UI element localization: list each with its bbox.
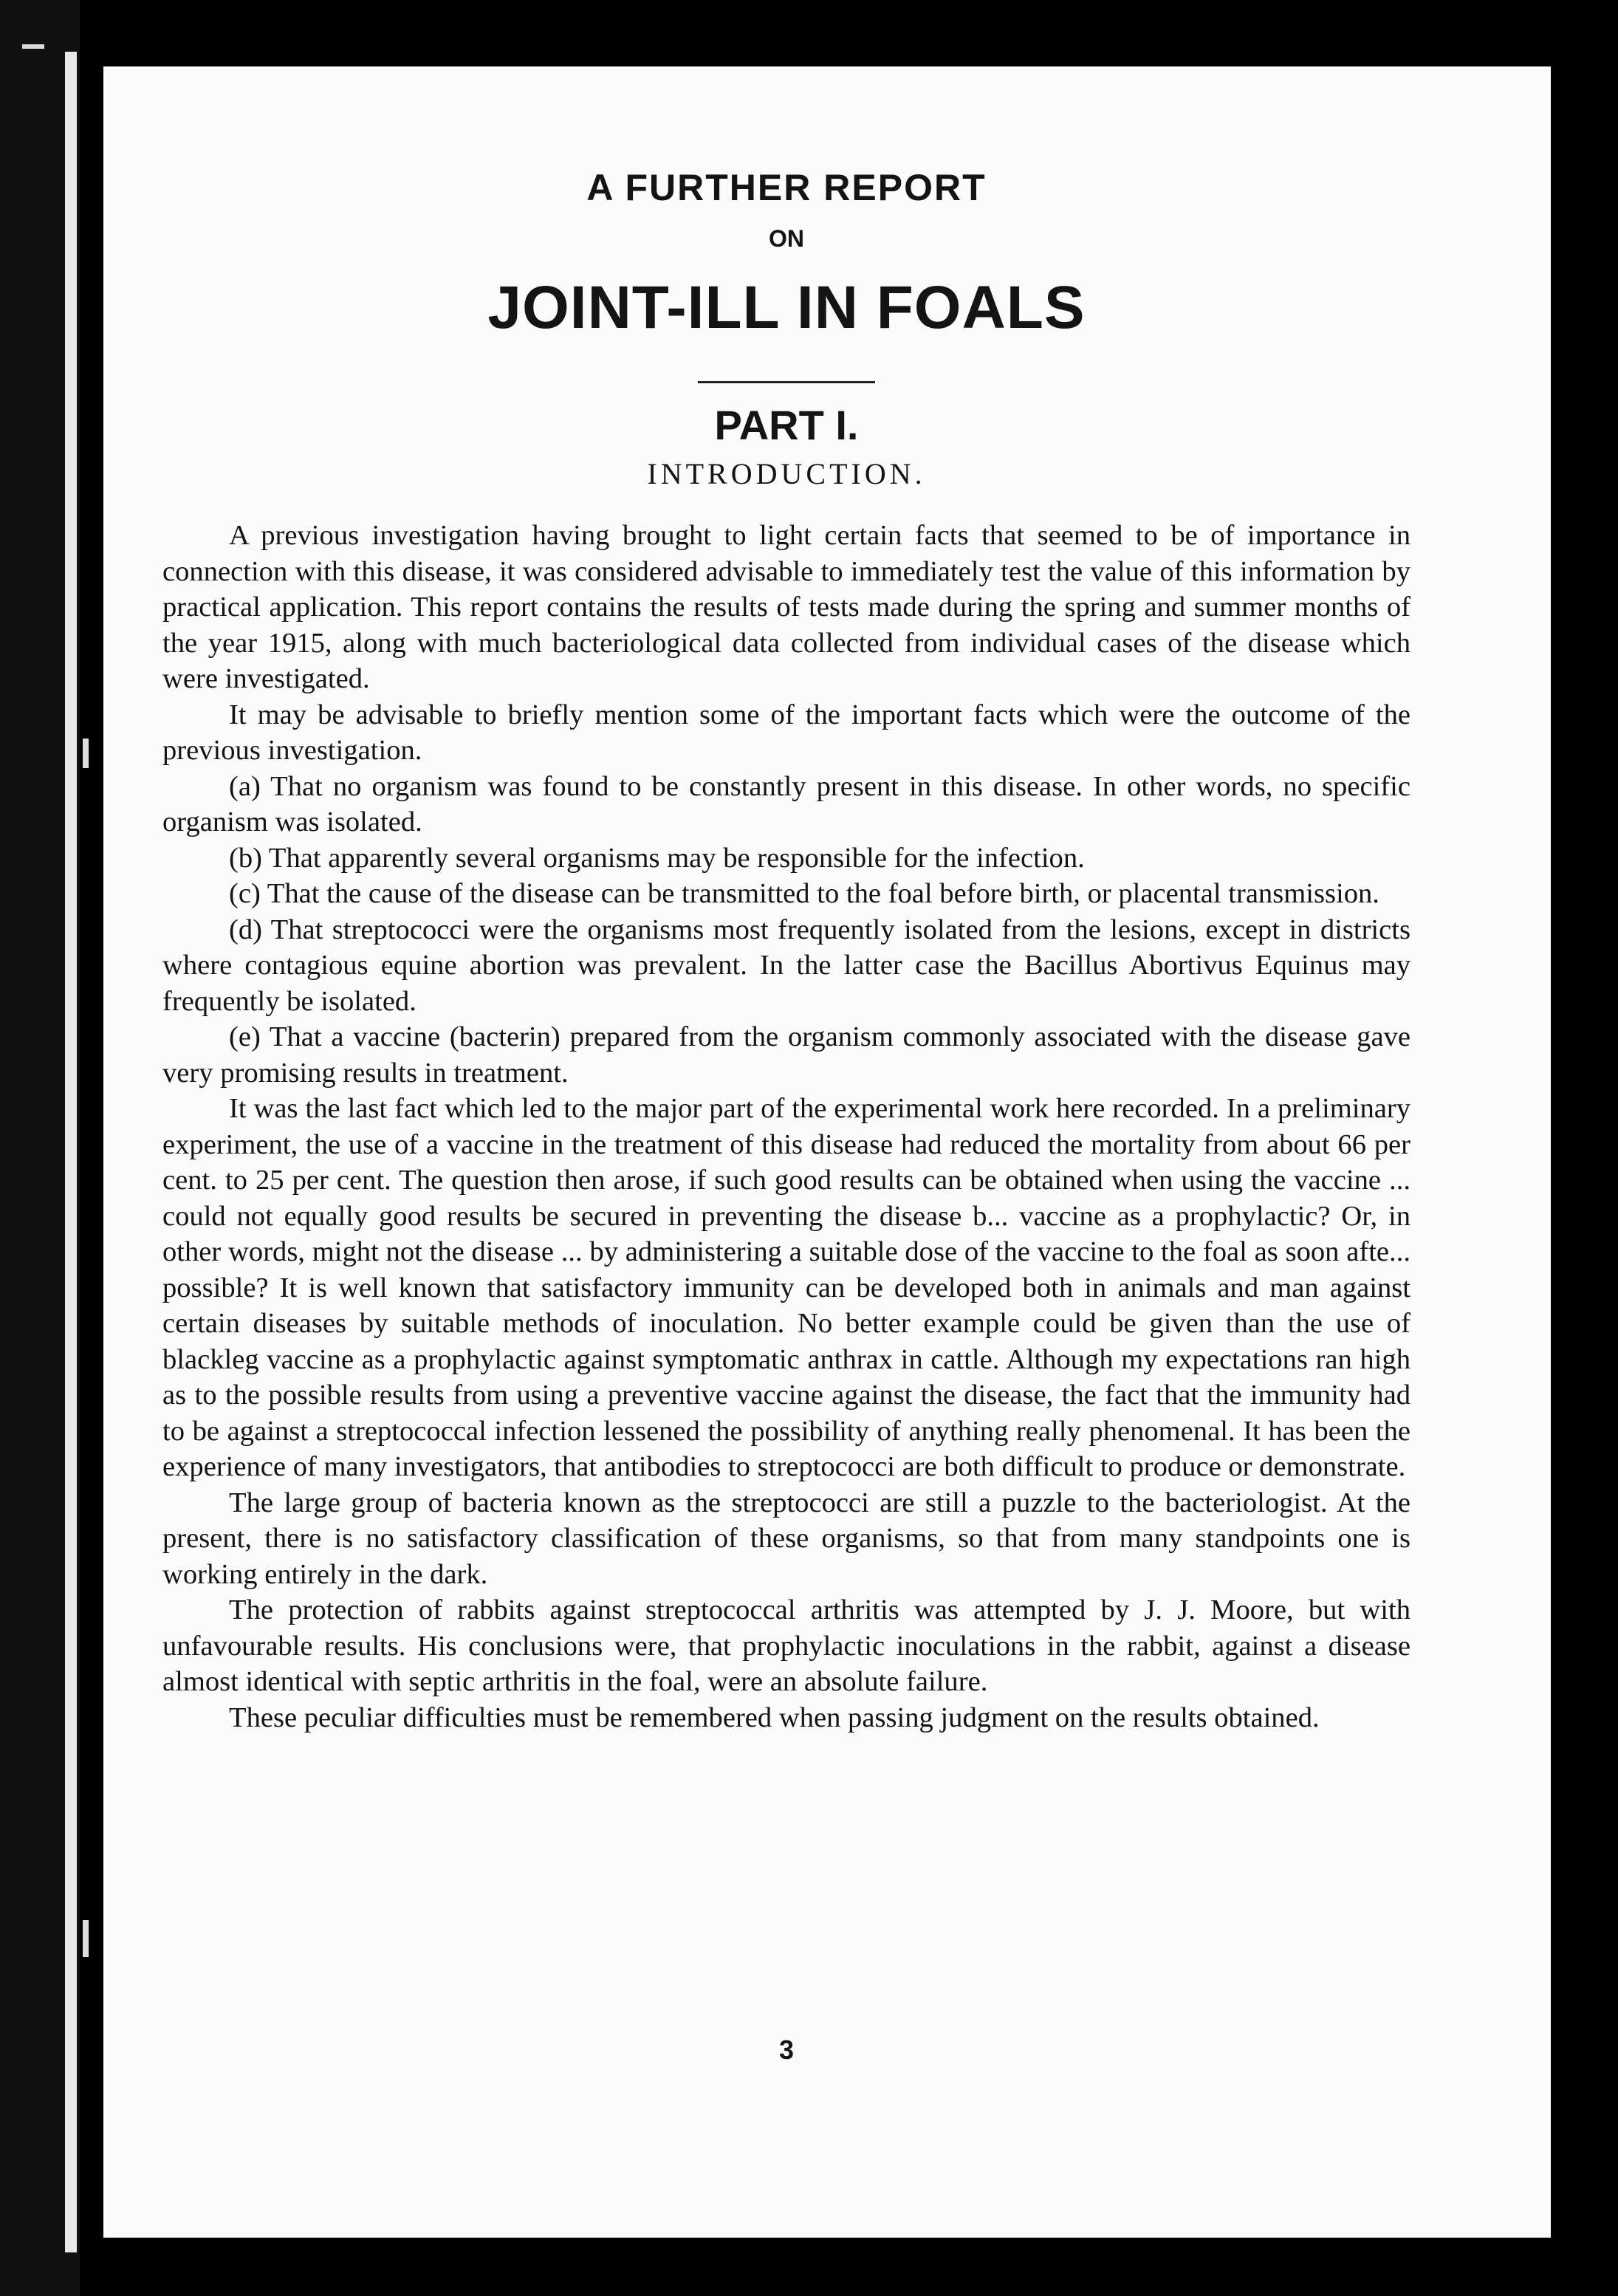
paragraph: The large group of bacteria known as the streptococci are still a puzzle to the bacteriologist. At the present, there is no satisfactory classification of these organisms, so that from many standpoints one is working entirely in the dark. — [162, 1487, 1410, 1590]
scan-artifact — [22, 44, 44, 49]
paragraph: (e) That a vaccine (bacterin) prepared from the organism commonly associated with the disease gave very promising results in treatment. — [162, 1021, 1410, 1089]
page-number: 3 — [778, 2035, 795, 2065]
paragraph: (c) That the cause of the disease can be transmitted to the foal before birth, or placental transmission. — [229, 878, 1379, 909]
paragraph: The protection of rabbits against streptococcal arthritis was attempted by J. J. Moore, but with unfavourable results. His conclusions were, that prophylactic inoculations in the rabbit, against a disease almost identical with septic arthritis in the foal, were an absolute failure. — [162, 1594, 1410, 1697]
title-line-1: A FURTHER REPORT — [586, 167, 987, 208]
paragraph: It was the last fact which led to the major part of the experimental work here recorded. In a preliminary experiment, the use of a vaccine in the treatment of this disease had reduced the mortality from about 66 per cent. to 25 per cent. The question then arose, if such good results can be obtained when using the vaccine ... could not equally good results be secured in preventing the disease b... vaccine as a prophylactic? Or, in other words, might not the disease ... by administering a suitable dose of the vaccine to the foal as soon afte... possible? It is well known that satisfactory immunity can be developed both in animals and man against certain diseases by suitable methods of inoculation. No better example could be given than the use of blackleg vaccine as a prophylactic against symptomatic anthrax in cattle. Although my expectations ran high as to the possible results from using a preventive vaccine against the disease, the fact that the immunity had to be against a streptococcal infection lessened the possibility of anything really phenomenal. It has been the experience of many investigators, that antibodies to streptococci are both difficult to produce or demonstrate. — [162, 1093, 1410, 1482]
scan-right-margin — [1564, 0, 1618, 2296]
binding-edge — [65, 52, 77, 2252]
paragraph: These peculiar difficulties must be remembered when passing judgment on the results obtained. — [229, 1702, 1320, 1733]
title-line-2: ON — [769, 225, 804, 252]
paragraph: (b) That apparently several organisms may be responsible for the infection. — [229, 842, 1085, 874]
paragraph: (a) That no organism was found to be constantly present in this disease. In other words, no specific organism was isolated. — [162, 770, 1410, 837]
part-heading: PART I. — [714, 402, 859, 448]
page-content — [162, 166, 1410, 2065]
paragraph: (d) That streptococci were the organisms most frequently isolated from the lesions, except in districts where contagious equine abortion was prevalent. In the latter case the Bacillus Abortivus Equinus may frequently be isolated. — [162, 914, 1410, 1017]
main-title: JOINT-ILL IN FOALS — [487, 274, 1086, 341]
paragraph: A previous investigation having brought to light certain facts that seemed to be of importance in connection with this disease, it was considered advisable to immediately test the value of this information by practical application. This report contains the results of tests made during the spring and summer months of the year 1915, along with much bacteriological data collected from individual cases of the disease which were investigated. — [162, 520, 1410, 694]
paragraph: It may be advisable to briefly mention some of the important facts which were the outcome of the previous investigation. — [162, 699, 1410, 766]
scan-artifact — [83, 1920, 89, 1957]
section-heading: INTRODUCTION. — [647, 457, 926, 490]
title-divider — [698, 381, 875, 383]
scan-artifact — [83, 739, 89, 768]
